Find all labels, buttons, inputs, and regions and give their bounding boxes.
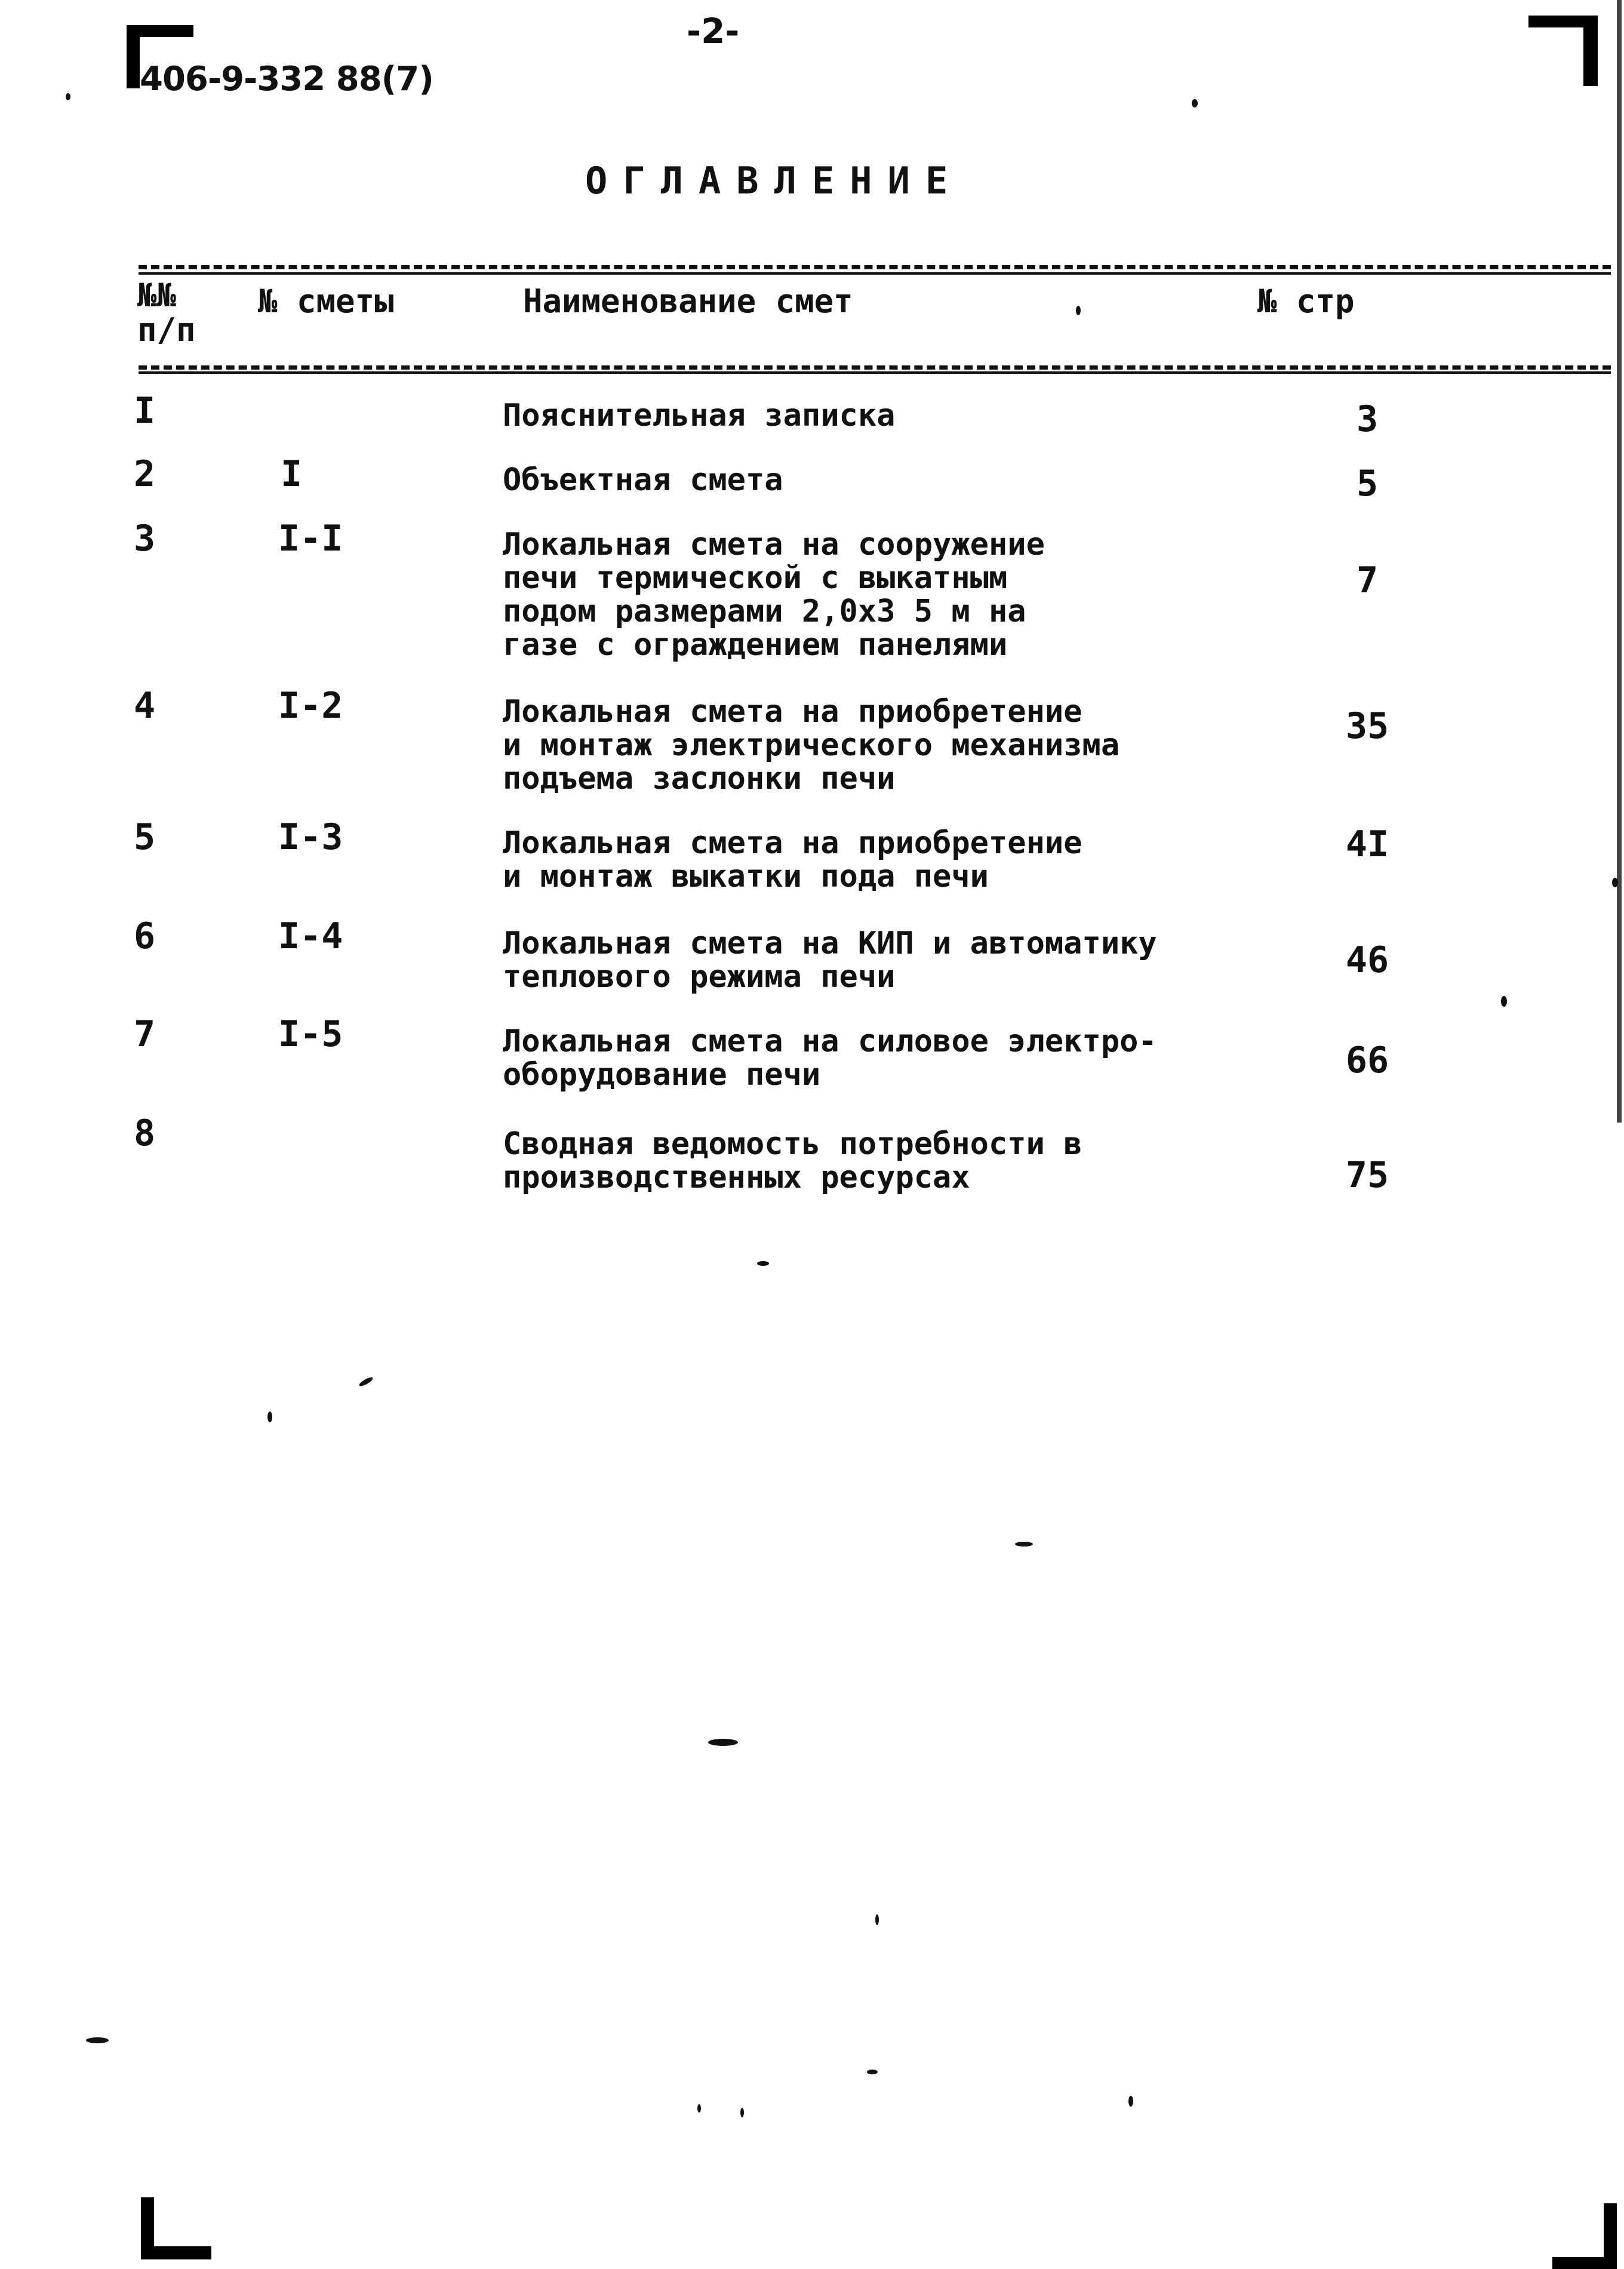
scan-speck bbox=[358, 1376, 374, 1388]
row-page: 75 bbox=[1345, 1154, 1389, 1196]
row-estimate: I-3 bbox=[278, 816, 343, 858]
row-name: Локальная смета на приобретение и монтаж выкатки пода печи bbox=[503, 825, 1082, 894]
scan-speck bbox=[1076, 306, 1081, 315]
scan-speck bbox=[86, 2037, 109, 2043]
row-name: Локальная смета на силовое электро- оборудование печи bbox=[503, 1023, 1157, 1093]
row-name: Локальная смета на сооружение печи термической с выкатным подом размерами 2,0x3 5 м на газе с ограждением панелями bbox=[503, 527, 1045, 663]
scan-speck bbox=[1192, 99, 1198, 107]
row-number: 5 bbox=[134, 816, 156, 858]
scan-edge-line bbox=[1617, 0, 1622, 1123]
row-estimate: I bbox=[281, 453, 303, 495]
row-page: 5 bbox=[1356, 463, 1379, 505]
table-top-rule-inner bbox=[139, 272, 1611, 275]
table-header-rule-inner bbox=[139, 371, 1611, 374]
scan-speck bbox=[1501, 996, 1507, 1007]
scan-speck bbox=[267, 1412, 272, 1422]
scan-speck bbox=[1015, 1542, 1033, 1547]
scan-speck bbox=[740, 2108, 744, 2117]
scan-speck bbox=[708, 1739, 738, 1746]
row-name: Локальная смета на КИП и автоматику теплового режима печи bbox=[503, 926, 1157, 995]
page-title: ОГЛАВЛЕНИЕ bbox=[585, 159, 964, 202]
row-page: 35 bbox=[1345, 705, 1389, 747]
scan-speck bbox=[875, 1914, 879, 1925]
corner-mark-top-right bbox=[1528, 16, 1598, 86]
row-number: 6 bbox=[134, 915, 156, 957]
row-estimate: I-5 bbox=[278, 1013, 343, 1055]
scan-speck bbox=[867, 2070, 878, 2074]
scan-speck bbox=[1128, 2096, 1133, 2107]
corner-mark-bottom-left bbox=[141, 2197, 211, 2259]
header-estimate-number: № сметы bbox=[258, 282, 394, 320]
header-estimate-name: Наименование смет bbox=[523, 282, 853, 320]
row-estimate: I-2 bbox=[278, 685, 343, 727]
row-number: 8 bbox=[134, 1112, 156, 1154]
table-header-rule bbox=[139, 365, 1611, 370]
row-page: 3 bbox=[1356, 398, 1379, 440]
row-page: 46 bbox=[1345, 939, 1389, 981]
row-page: 4I bbox=[1345, 823, 1389, 865]
row-number: 2 bbox=[134, 453, 156, 495]
scan-speck bbox=[757, 1261, 769, 1266]
page-number: -2- bbox=[687, 11, 740, 51]
row-name: Локальная смета на приобретение и монтаж электрического механизма подъема заслонки печи bbox=[503, 694, 1120, 797]
row-number: 4 bbox=[134, 685, 156, 727]
header-page-number: № стр bbox=[1257, 282, 1355, 320]
scan-speck bbox=[66, 93, 70, 100]
row-number: I bbox=[134, 390, 156, 432]
row-name: Объектная смета bbox=[503, 462, 783, 498]
row-estimate: I-4 bbox=[278, 915, 343, 957]
header-row-number: №№ п/п bbox=[137, 276, 196, 349]
row-page: 7 bbox=[1356, 559, 1379, 601]
row-page: 66 bbox=[1345, 1040, 1389, 1081]
corner-mark-bottom-right bbox=[1552, 2203, 1617, 2269]
scan-speck bbox=[697, 2104, 701, 2113]
row-name: Сводная ведомость потребности в производственных ресурсах bbox=[503, 1126, 1082, 1195]
row-name: Пояснительная записка bbox=[503, 398, 896, 433]
table-top-rule bbox=[139, 265, 1611, 269]
row-number: 7 bbox=[134, 1013, 156, 1055]
row-number: 3 bbox=[134, 518, 156, 559]
scan-speck bbox=[1612, 878, 1618, 887]
row-estimate: I-I bbox=[278, 518, 343, 559]
document-code: 406-9-332 88(7) bbox=[140, 60, 433, 99]
